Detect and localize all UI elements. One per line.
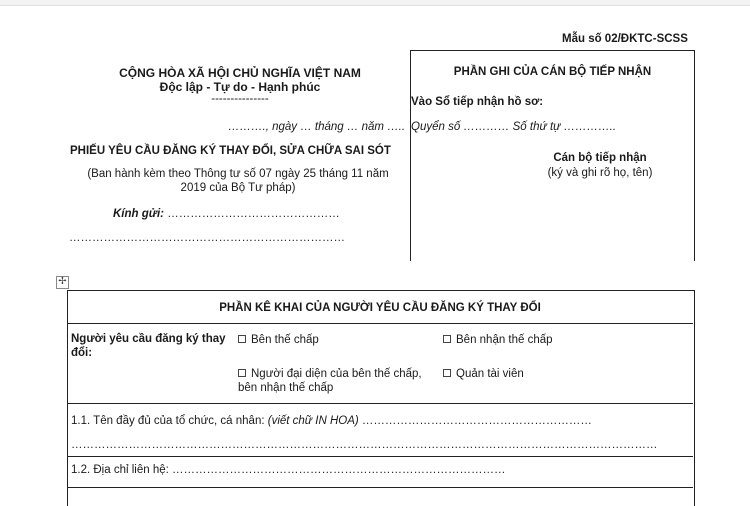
form-code: Mẫu số 02/ĐKTC-SCSS: [562, 33, 688, 45]
field-1-1-input-line2[interactable]: ………………………………………………………………………………………………………………………………………: [71, 439, 658, 451]
checkbox-administrator[interactable]: [443, 369, 451, 377]
form-title: PHIẾU YÊU CẦU ĐĂNG KÝ THAY ĐỔI, SỬA CHỮA SAI SÓT: [70, 145, 391, 157]
officer-label: Cán bộ tiếp nhận: [553, 152, 647, 164]
checkbox-representative[interactable]: [238, 369, 246, 377]
register-label: Vào Sổ tiếp nhận hồ sơ:: [411, 96, 544, 108]
addressee-dots[interactable]: ………………………………………: [164, 208, 340, 220]
field-1-2-input[interactable]: ……………………………………………………………………………: [172, 464, 506, 476]
requester-label-line1: Người yêu cầu đăng ký thay: [71, 333, 226, 345]
field-1-1-label: 1.1. Tên đầy đủ của tổ chức, cá nhân:: [71, 415, 268, 427]
declaration-heading: PHẦN KÊ KHAI CỦA NGƯỜI YÊU CẦU ĐĂNG KÝ THAY ĐỔI: [219, 302, 541, 314]
option-representative[interactable]: [238, 368, 422, 380]
bottom-divider: [67, 487, 693, 488]
field-divider: [67, 456, 693, 457]
window-top-strip: [0, 0, 750, 6]
requester-label-line2: đổi:: [71, 347, 93, 359]
national-motto: Độc lập - Tự do - Hạnh phúc: [159, 80, 321, 94]
field-1-2-label: 1.2. Địa chỉ liên hệ:: [71, 464, 173, 476]
issuance-note-line2: 2019 của Bộ Tư pháp): [180, 182, 296, 194]
country-name: CỘNG HÒA XÃ HỘI CHỦ NGHĨA VIỆT NAM: [119, 66, 361, 80]
heading-divider: [67, 323, 693, 324]
field-1-2: [71, 464, 506, 476]
option-mortgagor-label: Bên thế chấp: [251, 334, 319, 346]
header-separator: ---------------: [211, 93, 269, 105]
field-1-1-input[interactable]: ……………………………………………………: [358, 415, 592, 427]
option-mortgagor[interactable]: [238, 334, 319, 346]
table-move-handle-icon[interactable]: ✢: [56, 276, 69, 289]
checkbox-mortgagor[interactable]: [238, 335, 246, 343]
option-mortgagee-label: Bên nhận thế chấp: [456, 334, 553, 346]
checkbox-mortgagee[interactable]: [443, 335, 451, 343]
option-administrator[interactable]: [443, 368, 524, 380]
issuance-note-line1: (Ban hành kèm theo Thông tư số 07 ngày 25 tháng 11 năm: [87, 168, 389, 180]
option-administrator-label: Quản tài viên: [456, 368, 524, 380]
option-mortgagee[interactable]: [443, 334, 553, 346]
officer-note: (ký và ghi rõ họ, tên): [547, 167, 653, 179]
addressee-dots-line2[interactable]: ………………………………………………………………: [69, 232, 345, 244]
option-representative-line2: bên nhận thế chấp: [238, 382, 334, 394]
field-1-1: [71, 415, 592, 427]
requester-divider: [67, 403, 693, 404]
addressee-line: [113, 208, 340, 220]
date-line: ………., ngày … tháng … năm …..: [228, 121, 406, 133]
receiver-heading: PHẦN GHI CỦA CÁN BỘ TIẾP NHẬN: [453, 66, 652, 78]
field-1-1-hint: (viết chữ IN HOA): [267, 415, 359, 427]
addressee-label: Kính gửi:: [113, 208, 165, 220]
option-representative-label: Người đại diện của bên thế chấp,: [251, 368, 422, 380]
book-number-label[interactable]: Quyển số ………… Số thứ tự …………..: [411, 121, 617, 133]
